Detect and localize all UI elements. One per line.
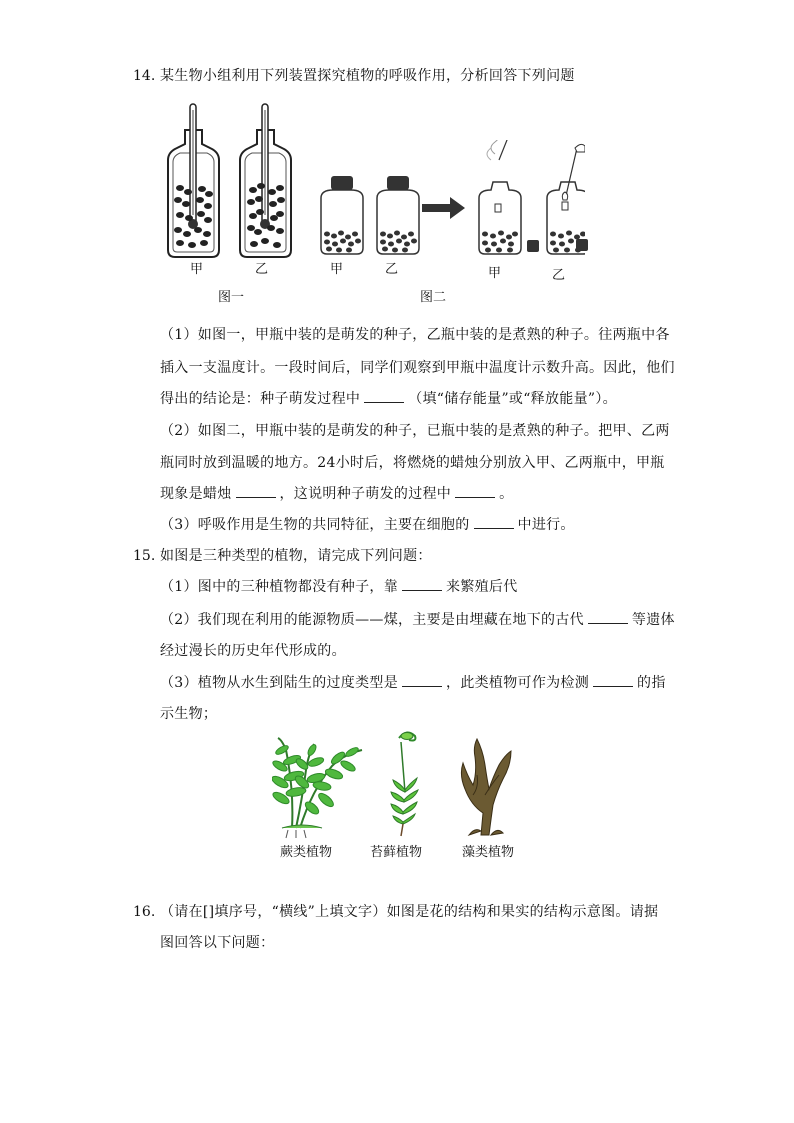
answer-blank[interactable] (474, 516, 514, 529)
fig2-label-jia-1: 甲 (330, 262, 344, 277)
q14-p1-line2: 插入一支温度计。一段时间后，同学们观察到甲瓶中温度计示数升高。因此，他们 (160, 360, 675, 376)
fig1-label-jia: 甲 (190, 262, 204, 277)
q14-title: 某生物小组利用下列装置探究植物的呼吸作用，分析回答下列问题 (160, 68, 575, 84)
q16-number: 16. (133, 904, 156, 920)
plant-label-fern: 蕨类植物 (280, 845, 333, 860)
fig2-caption: 图二 (420, 290, 447, 305)
q15-p1-text-a: （1）图中的三种植物都没有种子，靠 (160, 579, 399, 595)
candle-cup-icon (575, 238, 589, 252)
q15-title: 如图是三种类型的植物，请完成下列问题： (160, 548, 432, 564)
fig1-caption: 图一 (218, 290, 245, 305)
q15-p2-line1 (160, 611, 675, 629)
answer-blank[interactable] (402, 578, 442, 591)
q15-p3-text-b: ，此类植物可作为检测 (446, 675, 590, 691)
q15-p2-text-b: 等遗体 (631, 612, 675, 628)
answer-blank[interactable] (236, 485, 276, 498)
flask-jia-thermometer (168, 104, 219, 257)
jar-yi-sealed (377, 176, 419, 254)
q15-p1-text-b: 来繁殖后代 (446, 579, 518, 595)
moss-plant-image (385, 728, 425, 840)
q14-p1-text-b: （填“储存能量”或“释放能量”）。 (408, 391, 617, 407)
answer-blank[interactable] (588, 611, 628, 624)
algae-plant-image (455, 735, 517, 840)
q15-p3-text-c: 的指 (637, 675, 666, 691)
jar-jia-candle (479, 140, 539, 254)
q14-p2-line1: （2）如图二，甲瓶中装的是萌发的种子，已瓶中装的是煮熟的种子。把甲、乙两 (160, 423, 670, 439)
q15-p3-text-a: （3）植物从水生到陆生的过度类型是 (160, 675, 399, 691)
q16-line1: （请在[]填序号，“横线”上填文字）如图是花的结构和果实的结构示意图。请据 (160, 904, 659, 920)
fig2-label-yi-2: 乙 (552, 268, 566, 283)
figure-1-flasks (160, 100, 295, 260)
q16-line2: 图回答以下问题： (160, 935, 275, 951)
q15-number: 15. (133, 548, 156, 564)
q15-p3-line1 (160, 674, 666, 692)
fern-plant-image (272, 730, 368, 840)
flask-yi-thermometer (240, 104, 291, 257)
answer-blank[interactable] (455, 485, 495, 498)
figure-2-jars (315, 140, 585, 265)
arrow-icon (422, 197, 465, 219)
q14-p2-text-a: 现象是蜡烛 (160, 486, 232, 502)
q14-p1-line3 (160, 390, 617, 408)
q14-p2-line3 (160, 485, 513, 503)
plant-label-moss: 苔藓植物 (370, 845, 423, 860)
q14-p3-text-b: 中进行。 (517, 517, 575, 533)
q14-p1-text-a: 得出的结论是：种子萌发过程中 (160, 391, 361, 407)
q14-p1-line1: （1）如图一，甲瓶中装的是萌发的种子，乙瓶中装的是煮熟的种子。往两瓶中各 (160, 327, 670, 343)
fig2-label-jia-2: 甲 (488, 266, 502, 281)
q15-p2-text-a: （2）我们现在利用的能源物质——煤，主要是由埋藏在地下的古代 (160, 612, 584, 628)
jar-jia-sealed (321, 176, 363, 254)
fig2-label-yi-1: 乙 (385, 262, 399, 277)
answer-blank[interactable] (593, 674, 633, 687)
q14-p3-line (160, 516, 575, 534)
q15-p3-line2: 示生物； (160, 706, 218, 722)
fig1-label-yi: 乙 (255, 262, 269, 277)
q14-p2-text-c: 。 (499, 486, 514, 502)
answer-blank[interactable] (402, 674, 442, 687)
q14-p2-line2: 瓶同时放到温暖的地方。24小时后，将燃烧的蜡烛分别放入甲、乙两瓶中，甲瓶 (160, 455, 665, 471)
q15-p2-line2: 经过漫长的历史年代形成的。 (160, 643, 346, 659)
q14-p3-text-a: （3）呼吸作用是生物的共同特征，主要在细胞的 (160, 517, 470, 533)
answer-blank[interactable] (364, 390, 404, 403)
q15-p1-line (160, 578, 518, 596)
q14-number: 14. (133, 68, 156, 84)
q14-p2-text-b: ，这说明种子萌发的过程中 (279, 486, 452, 502)
plant-label-algae: 藻类植物 (462, 845, 515, 860)
